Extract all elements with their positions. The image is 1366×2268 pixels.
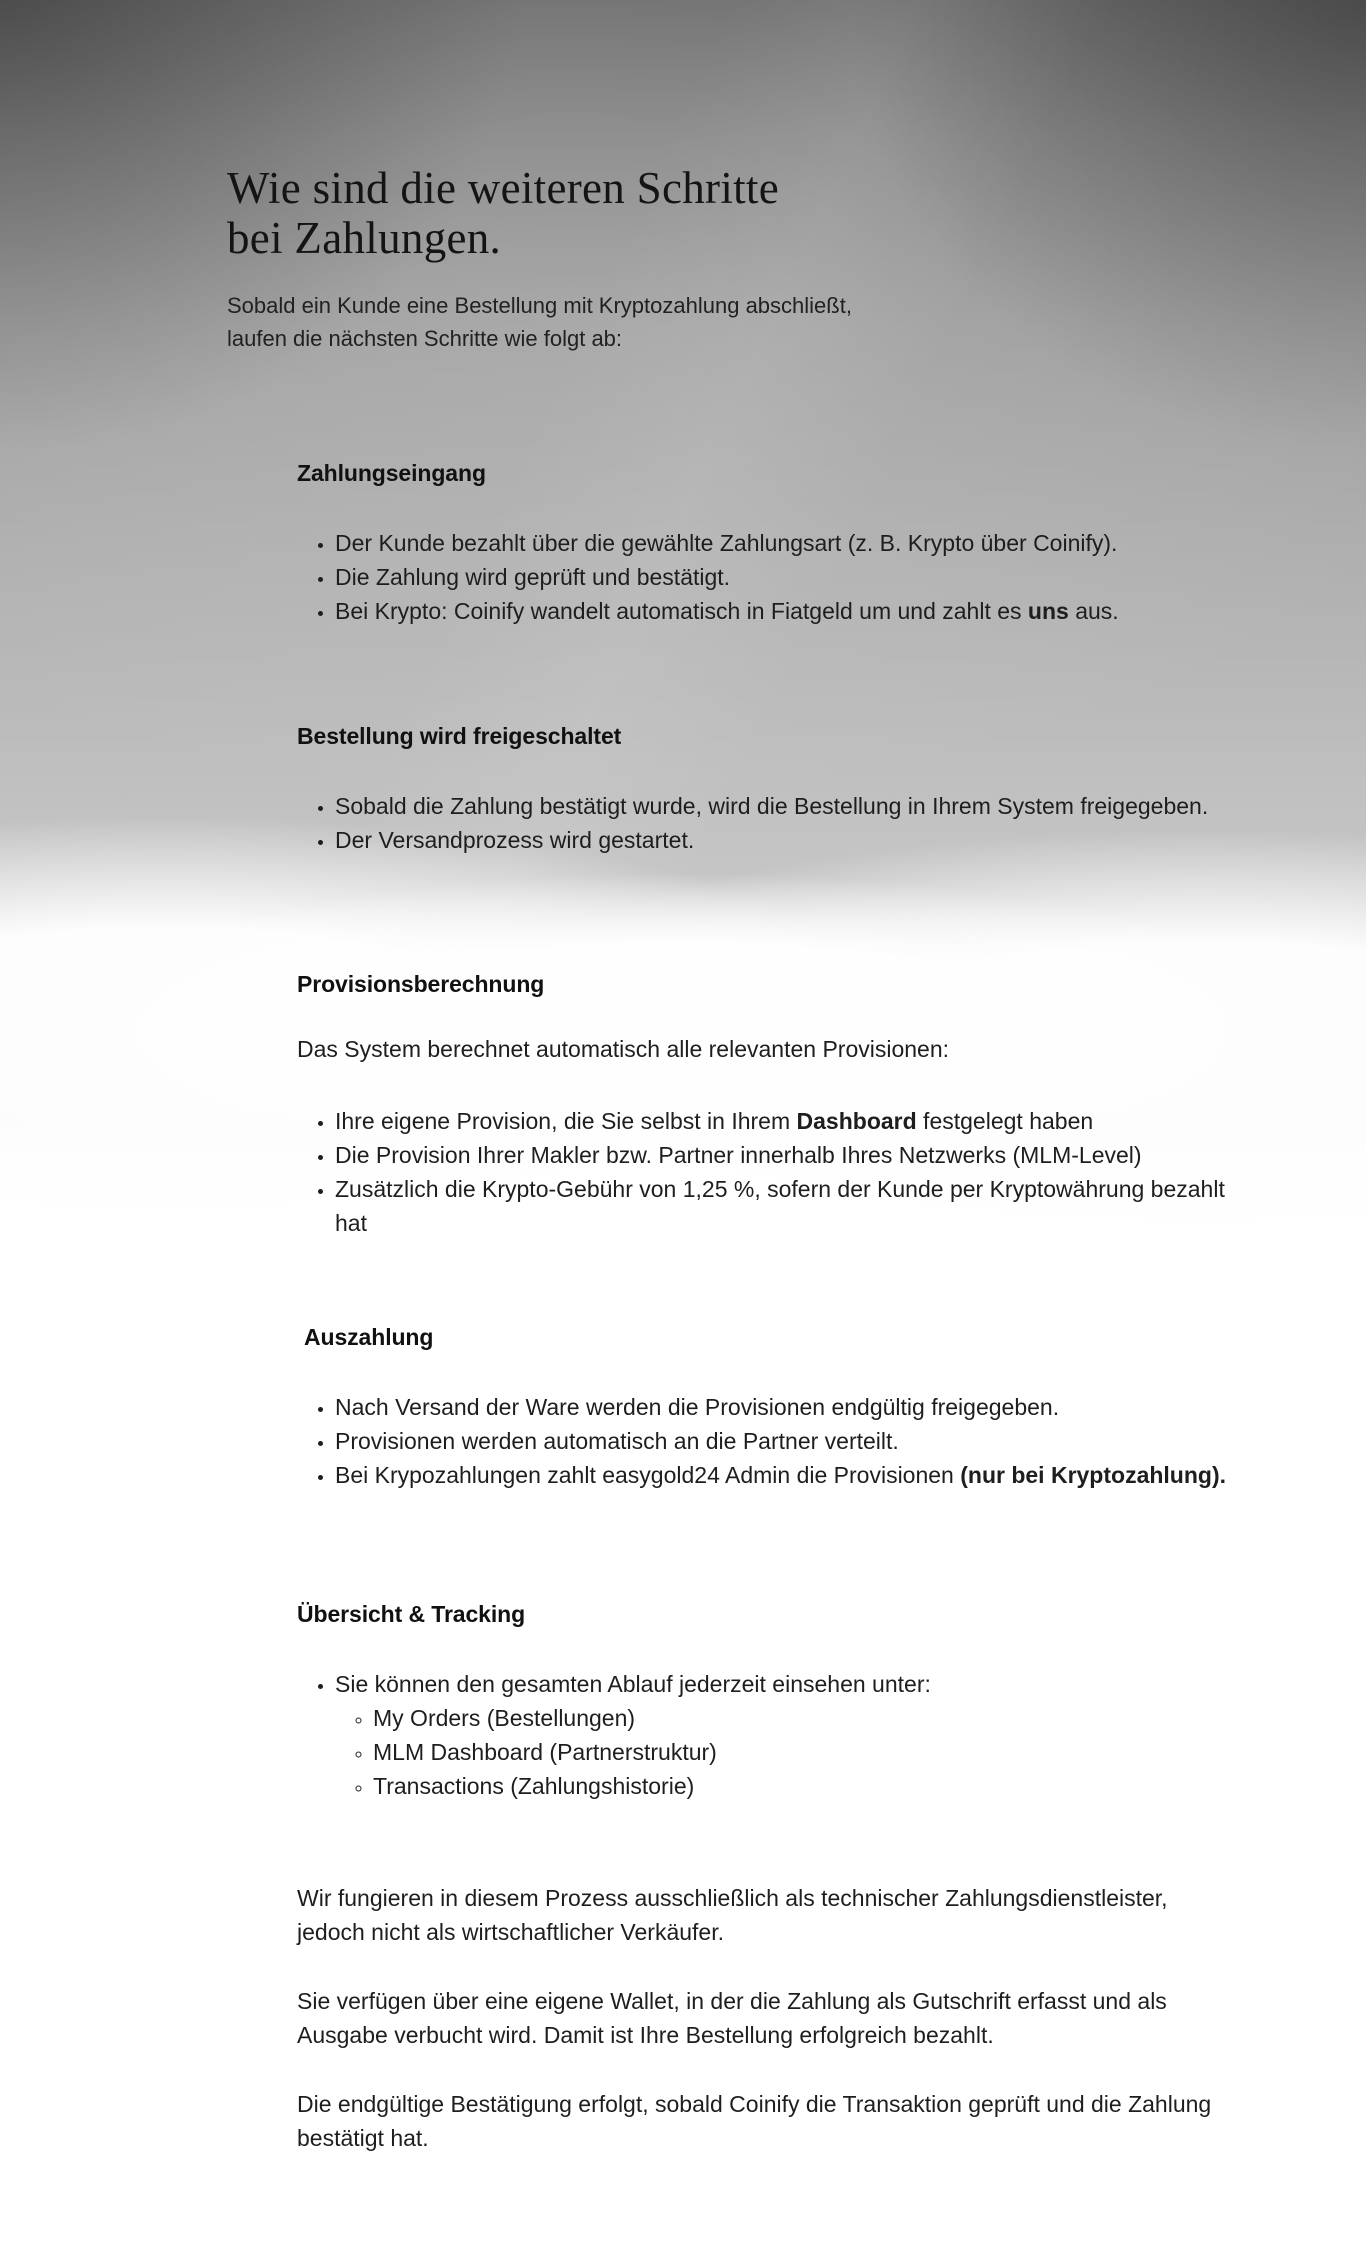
list-item-bold-text: Dashboard xyxy=(796,1108,917,1134)
list-item xyxy=(335,594,1237,628)
sub-list-item: ◦ Transactions (Zahlungshistorie) xyxy=(373,1769,1237,1803)
section-provisionsberechnung xyxy=(297,967,1366,1240)
section-zahlungseingang xyxy=(297,456,1366,628)
list-item-text: Bei Krypto: Coinify wandelt automatisch in Fiatgeld um und zahlt es xyxy=(335,598,1028,624)
closing-paragraphs xyxy=(297,1881,1366,2155)
section-heading: Bestellung wird freigeschaltet xyxy=(297,723,622,749)
list-item: • Zusätzlich die Krypto-Gebühr von 1,25 %, sofern der Kunde per Kryptowährung bezahlt hat xyxy=(335,1172,1237,1240)
section-heading: Zahlungseingang xyxy=(297,460,486,486)
section-bestellung-freigeschaltet xyxy=(297,719,1366,857)
closing-paragraph-3: Die endgültige Bestätigung erfolgt, sobald Coinify die Transaktion geprüft und die Zahlung bestätigt hat. xyxy=(297,2091,1212,2151)
list-item-bold-text: uns xyxy=(1027,598,1069,624)
article-header xyxy=(227,163,1366,355)
bullet-list xyxy=(297,789,1237,857)
sub-bullet-list xyxy=(335,1701,1237,1803)
bullet-list xyxy=(297,1667,1237,1803)
list-item: • Der Kunde bezahlt über die gewählte Zahlungsart (z. B. Krypto über Coinify). xyxy=(335,526,1237,560)
sub-list-item: ◦ My Orders (Bestellungen) xyxy=(373,1701,1237,1735)
page-title xyxy=(227,163,1366,263)
list-item: • Sobald die Zahlung bestätigt wurde, wird die Bestellung in Ihrem System freigegeben. xyxy=(335,789,1237,823)
sub-list-item: ◦ MLM Dashboard (Partnerstruktur) xyxy=(373,1735,1237,1769)
section-uebersicht-tracking xyxy=(297,1597,1366,1803)
list-item-text: Ihre eigene Provision, die Sie selbst in Ihrem xyxy=(335,1108,797,1134)
bullet-list xyxy=(297,1390,1237,1492)
list-item-text: aus. xyxy=(1068,598,1119,624)
list-item: • Nach Versand der Ware werden die Provisionen endgültig freigegeben. xyxy=(335,1390,1237,1424)
intro-paragraph: Sobald ein Kunde eine Bestellung mit Kryptozahlung abschließt, laufen die nächsten Schritte wie folgt ab: xyxy=(227,293,852,351)
section-heading: Provisionsberechnung xyxy=(297,971,545,997)
bullet-list xyxy=(297,1104,1237,1240)
page-title-line-1: Wie sind die weiteren Schritte xyxy=(227,163,780,213)
page-title-line-2: bei Zahlungen. xyxy=(227,213,502,263)
section-lead-paragraph: Das System berechnet automatisch alle relevanten Provisionen: xyxy=(297,1036,950,1062)
closing-paragraph-2: Sie verfügen über eine eigene Wallet, in der die Zahlung als Gutschrift erfasst und als Ausgabe verbucht wird. Damit ist Ihre Bestellung erfolgreich bezahlt. xyxy=(297,1988,1167,2048)
list-item: • Die Zahlung wird geprüft und bestätigt. xyxy=(335,560,1237,594)
list-item: • Provisionen werden automatisch an die Partner verteilt. xyxy=(335,1424,1237,1458)
list-item-text: festgelegt haben xyxy=(916,1108,1094,1134)
list-item-text: Sie können den gesamten Ablauf jederzeit einsehen unter: xyxy=(335,1671,931,1697)
list-item-bold-text: (nur bei Kryptozahlung). xyxy=(960,1462,1226,1488)
list-item xyxy=(335,1458,1237,1492)
section-auszahlung xyxy=(297,1320,1366,1492)
list-item xyxy=(335,1104,1237,1138)
list-item xyxy=(335,1667,1237,1803)
section-heading: Übersicht & Tracking xyxy=(297,1601,526,1627)
bullet-list xyxy=(297,526,1237,628)
list-item-text: Bei Krypozahlungen zahlt easygold24 Admin die Provisionen xyxy=(335,1462,961,1488)
closing-paragraph-1: Wir fungieren in diesem Prozess ausschließlich als technischer Zahlungsdienstleister, jedoch nicht als wirtschaftlicher Verkäufer. xyxy=(297,1885,1168,1945)
list-item: • Der Versandprozess wird gestartet. xyxy=(335,823,1237,857)
list-item: • Die Provision Ihrer Makler bzw. Partner innerhalb Ihres Netzwerks (MLM-Level) xyxy=(335,1138,1237,1172)
section-heading: Auszahlung xyxy=(304,1324,434,1350)
